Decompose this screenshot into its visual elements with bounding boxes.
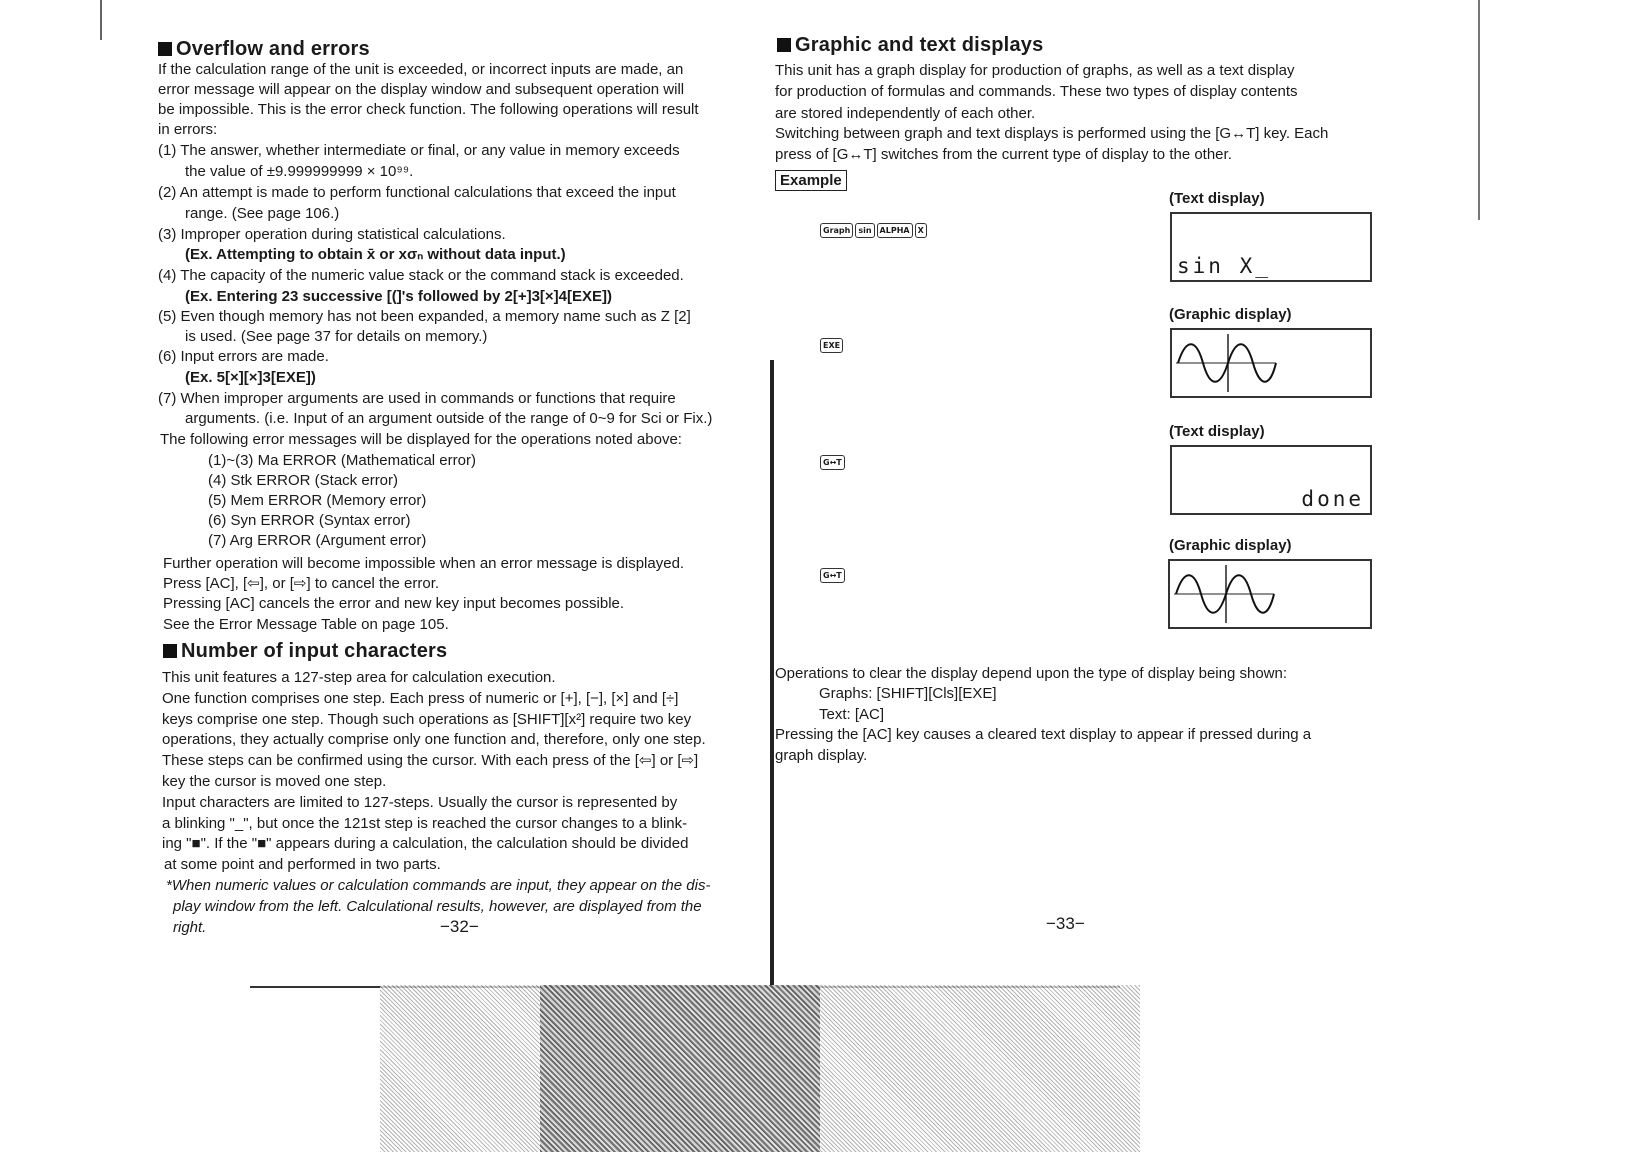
overflow-line: in errors: — [158, 121, 218, 138]
overflow-line: (3) Improper operation during statistical calculations. — [158, 226, 506, 243]
input-line: Input characters are limited to 127-steps. Usually the cursor is represented by — [162, 794, 678, 811]
overflow-line: Press [AC], [⇦], or [⇨] to cancel the error. — [163, 575, 440, 592]
key-sequence — [820, 568, 845, 583]
overflow-line: (4) The capacity of the numeric value stack or the command stack is exceeded. — [158, 267, 684, 284]
overflow-line: arguments. (i.e. Input of an argument outside of the range of 0~9 for Sci or Fix.) — [185, 410, 713, 427]
display-text: done — [1301, 487, 1364, 511]
clear-line: Graphs: [SHIFT][Cls][EXE] — [819, 685, 997, 702]
overflow-line: (Ex. Attempting to obtain x̄ or xσₙ without data input.) — [185, 246, 566, 263]
sine-graph — [1170, 561, 1370, 627]
exe-key-icon: EXE — [820, 338, 843, 353]
graph-text-key-icon: G↔T — [820, 455, 845, 470]
sin-key-icon: sin — [855, 223, 874, 238]
graph-key-icon: Graph — [820, 223, 853, 238]
page-number: −32− — [440, 917, 479, 936]
sine-graph — [1172, 330, 1370, 396]
page-number: −33− — [1046, 914, 1085, 933]
alpha-key-icon: ALPHA — [877, 223, 913, 238]
overflow-line: (Ex. 5[×][×]3[EXE]) — [185, 369, 316, 386]
footnote-line: right. — [173, 919, 207, 936]
left-page — [0, 0, 772, 1152]
display-caption: (Graphic display) — [1169, 537, 1292, 554]
graphic-display-screen — [1168, 559, 1372, 629]
input-line: at some point and performed in two parts. — [164, 856, 441, 873]
overflow-line: Further operation will become impossible when an error message is displayed. — [163, 555, 685, 572]
clear-line: Operations to clear the display depend upon the type of display being shown: — [775, 665, 1288, 682]
footnote-line: play window from the left. Calculational results, however, are displayed from the — [173, 898, 702, 915]
overflow-line: is used. (See page 37 for details on memory.) — [185, 328, 488, 345]
display-caption: (Graphic display) — [1169, 306, 1292, 323]
overflow-line: be impossible. This is the error check function. The following operations will result — [158, 101, 699, 118]
clear-line: Text: [AC] — [819, 706, 885, 723]
overflow-heading: Overflow and errors — [158, 38, 370, 61]
intro-line: This unit has a graph display for production of graphs, as well as a text display — [775, 62, 1295, 79]
error-list-item: (4) Stk ERROR (Stack error) — [208, 472, 399, 489]
overflow-line: (2) An attempt is made to perform functional calculations that exceed the input — [158, 184, 676, 201]
clear-line: Pressing the [AC] key causes a cleared text display to appear if pressed during a — [775, 726, 1312, 743]
overflow-line: range. (See page 106.) — [185, 205, 340, 222]
error-list-item: (5) Mem ERROR (Memory error) — [208, 492, 427, 509]
key-sequence — [820, 223, 927, 238]
overflow-line: (1) The answer, whether intermediate or final, or any value in memory exceeds — [158, 142, 680, 159]
error-list-item: (6) Syn ERROR (Syntax error) — [208, 512, 411, 529]
x-key-icon: X — [915, 223, 927, 238]
input-line: These steps can be confirmed using the cursor. With each press of the [⇦] or [⇨] — [162, 752, 699, 769]
overflow-line: See the Error Message Table on page 105. — [163, 616, 449, 633]
overflow-line: (6) Input errors are made. — [158, 348, 329, 365]
display-text: sin X_ — [1177, 254, 1271, 278]
input-line: operations, they actually comprise only one function and, therefore, only one step. — [162, 731, 706, 748]
clear-line: graph display. — [775, 747, 868, 764]
right-page — [772, 0, 1636, 1152]
graph-text-key-icon: G↔T — [820, 568, 845, 583]
overflow-line: the value of ±9.999999999 × 10⁹⁹. — [185, 163, 414, 180]
scan-noise — [540, 985, 820, 1152]
input-characters-heading: Number of input characters — [163, 640, 447, 663]
overflow-line: (Ex. Entering 23 successive [(]'s followed by 2[+]3[×]4[EXE]) — [185, 288, 613, 305]
input-line: One function comprises one step. Each press of numeric or [+], [−], [×] and [÷] — [162, 690, 679, 707]
display-caption: (Text display) — [1169, 423, 1265, 440]
overflow-line: error message will appear on the display window and subsequent operation will — [158, 81, 685, 98]
graphic-display-screen — [1170, 328, 1372, 398]
example-label: Example — [775, 170, 847, 191]
intro-line: for production of formulas and commands. These two types of display contents — [775, 83, 1298, 100]
overflow-line: The following error messages will be displayed for the operations noted above: — [160, 431, 682, 448]
overflow-line: Pressing [AC] cancels the error and new key input becomes possible. — [163, 595, 625, 612]
text-display-screen — [1170, 212, 1372, 282]
intro-line: are stored independently of each other. — [775, 105, 1036, 122]
input-line: keys comprise one step. Though such operations as [SHIFT][x²] require two key — [162, 711, 692, 728]
overflow-line: (7) When improper arguments are used in commands or functions that require — [158, 390, 676, 407]
overflow-line: If the calculation range of the unit is exceeded, or incorrect inputs are made, an — [158, 61, 684, 78]
input-line: key the cursor is moved one step. — [162, 773, 387, 790]
overflow-line: (5) Even though memory has not been expanded, a memory name such as Z [2] — [158, 308, 691, 325]
intro-line: Switching between graph and text displays is performed using the [G↔T] key. Each — [775, 125, 1329, 142]
intro-line: press of [G↔T] switches from the current type of display to the other. — [775, 146, 1232, 163]
input-line: ing "■". If the "■" appears during a calculation, the calculation should be divided — [162, 835, 689, 852]
heading-bullet-icon — [163, 644, 177, 658]
error-list-item: (1)~(3) Ma ERROR (Mathematical error) — [208, 452, 476, 469]
input-line: This unit features a 127-step area for calculation execution. — [162, 669, 556, 686]
error-list-item: (7) Arg ERROR (Argument error) — [208, 532, 427, 549]
graphic-text-heading: Graphic and text displays — [777, 34, 1043, 57]
heading-bullet-icon — [777, 38, 791, 52]
heading-bullet-icon — [158, 42, 172, 56]
key-sequence — [820, 338, 843, 353]
input-line: a blinking "_", but once the 121st step is reached the cursor changes to a blink- — [162, 815, 688, 832]
footnote-line: *When numeric values or calculation commands are input, they appear on the dis- — [166, 877, 711, 894]
display-caption: (Text display) — [1169, 190, 1265, 207]
key-sequence — [820, 455, 845, 470]
text-display-screen — [1170, 445, 1372, 515]
